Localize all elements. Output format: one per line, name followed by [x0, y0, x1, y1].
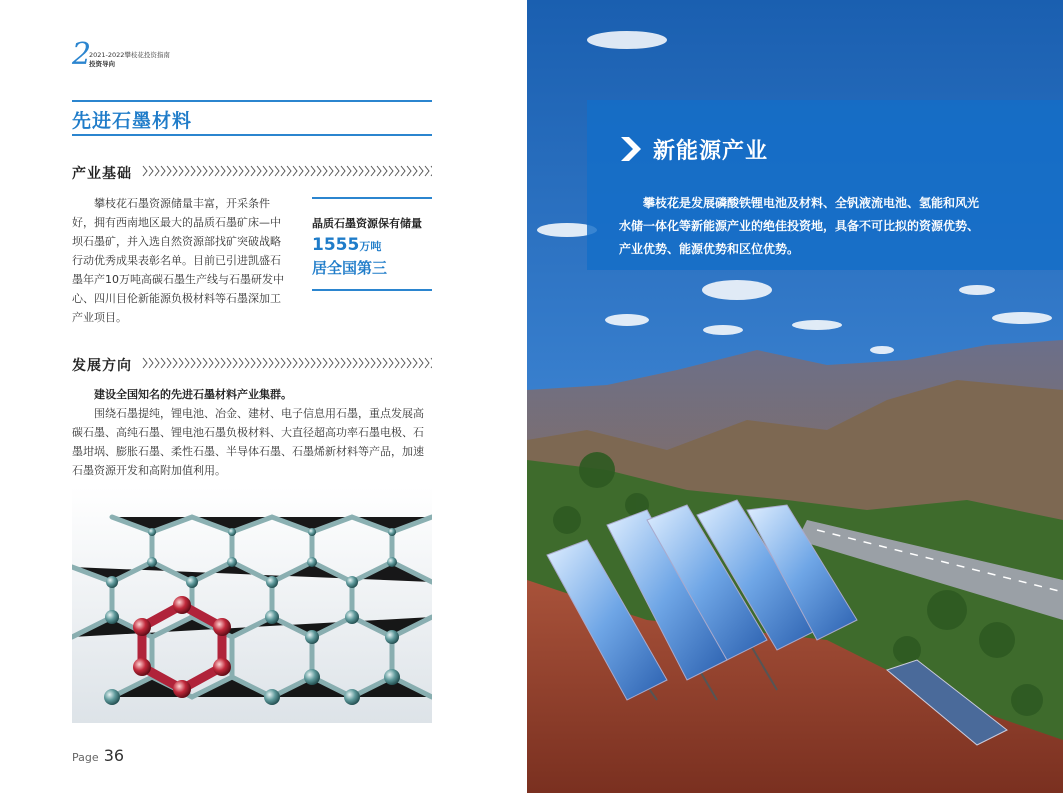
stat-box	[312, 197, 432, 291]
direction-heading: 发展方向	[72, 358, 132, 374]
stat-unit: 万吨	[359, 240, 382, 253]
title-rule-top	[72, 100, 432, 102]
industry-base-paragraph: 攀枝花石墨资源储量丰富，开采条件好，拥有西南地区最大的晶质石墨矿床—中坝石墨矿，并入选自然资源部找矿突破战略行动优秀成果表彰名单。目前已引进凯盛石墨年产10万吨高碳石墨生产线与石墨研发中心、四川目伦新能源负极材料等石墨深加工产业项目。	[72, 197, 284, 324]
banner-text: 攀枝花是发展磷酸铁锂电池及材料、全钒液流电池、氢能和风光水储一体化等新能源产业的绝佳投资地，具备不可比拟的资源优势、产业优势、能源优势和区位优势。	[619, 196, 980, 256]
page-number: 36	[103, 746, 125, 765]
page-footer	[72, 746, 124, 765]
stat-number: 1555	[312, 235, 360, 255]
chevron-divider-icon	[142, 165, 432, 177]
graphene-lattice-image	[72, 487, 432, 723]
stat-rank: 居全国第三	[312, 259, 388, 277]
left-page	[0, 0, 527, 793]
chevron-divider-icon	[142, 357, 432, 369]
industry-base-heading: 产业基础	[72, 166, 132, 182]
header-number: 2	[72, 37, 92, 72]
section-title: 先进石墨材料	[72, 110, 193, 132]
new-energy-banner	[587, 100, 1063, 270]
header-section-name: 投资导向	[89, 60, 115, 68]
stat-label: 晶质石墨资源保有储量	[312, 217, 422, 230]
direction-paragraph: 围绕石墨提纯，锂电池、冶金、建材、电子信息用石墨，重点发展高碳石墨、高纯石墨、锂电池石墨负极材料、大直径超高功率石墨电极、石墨坩埚、膨胀石墨、柔性石墨、半导体石墨、石墨烯新材料等产品，加速石墨资源开发和高附加值利用。	[72, 407, 424, 477]
page-label: Page	[72, 751, 99, 764]
title-rule-bottom	[72, 134, 432, 136]
banner-title: 新能源产业	[653, 139, 769, 164]
stat-value	[312, 235, 381, 255]
direction-lead: 建设全国知名的先进石墨材料产业集群。	[94, 388, 292, 401]
header-guide-title: 2021-2022攀枝花投资指南	[89, 51, 170, 59]
chevron-right-icon	[619, 136, 643, 162]
right-page	[527, 0, 1063, 793]
